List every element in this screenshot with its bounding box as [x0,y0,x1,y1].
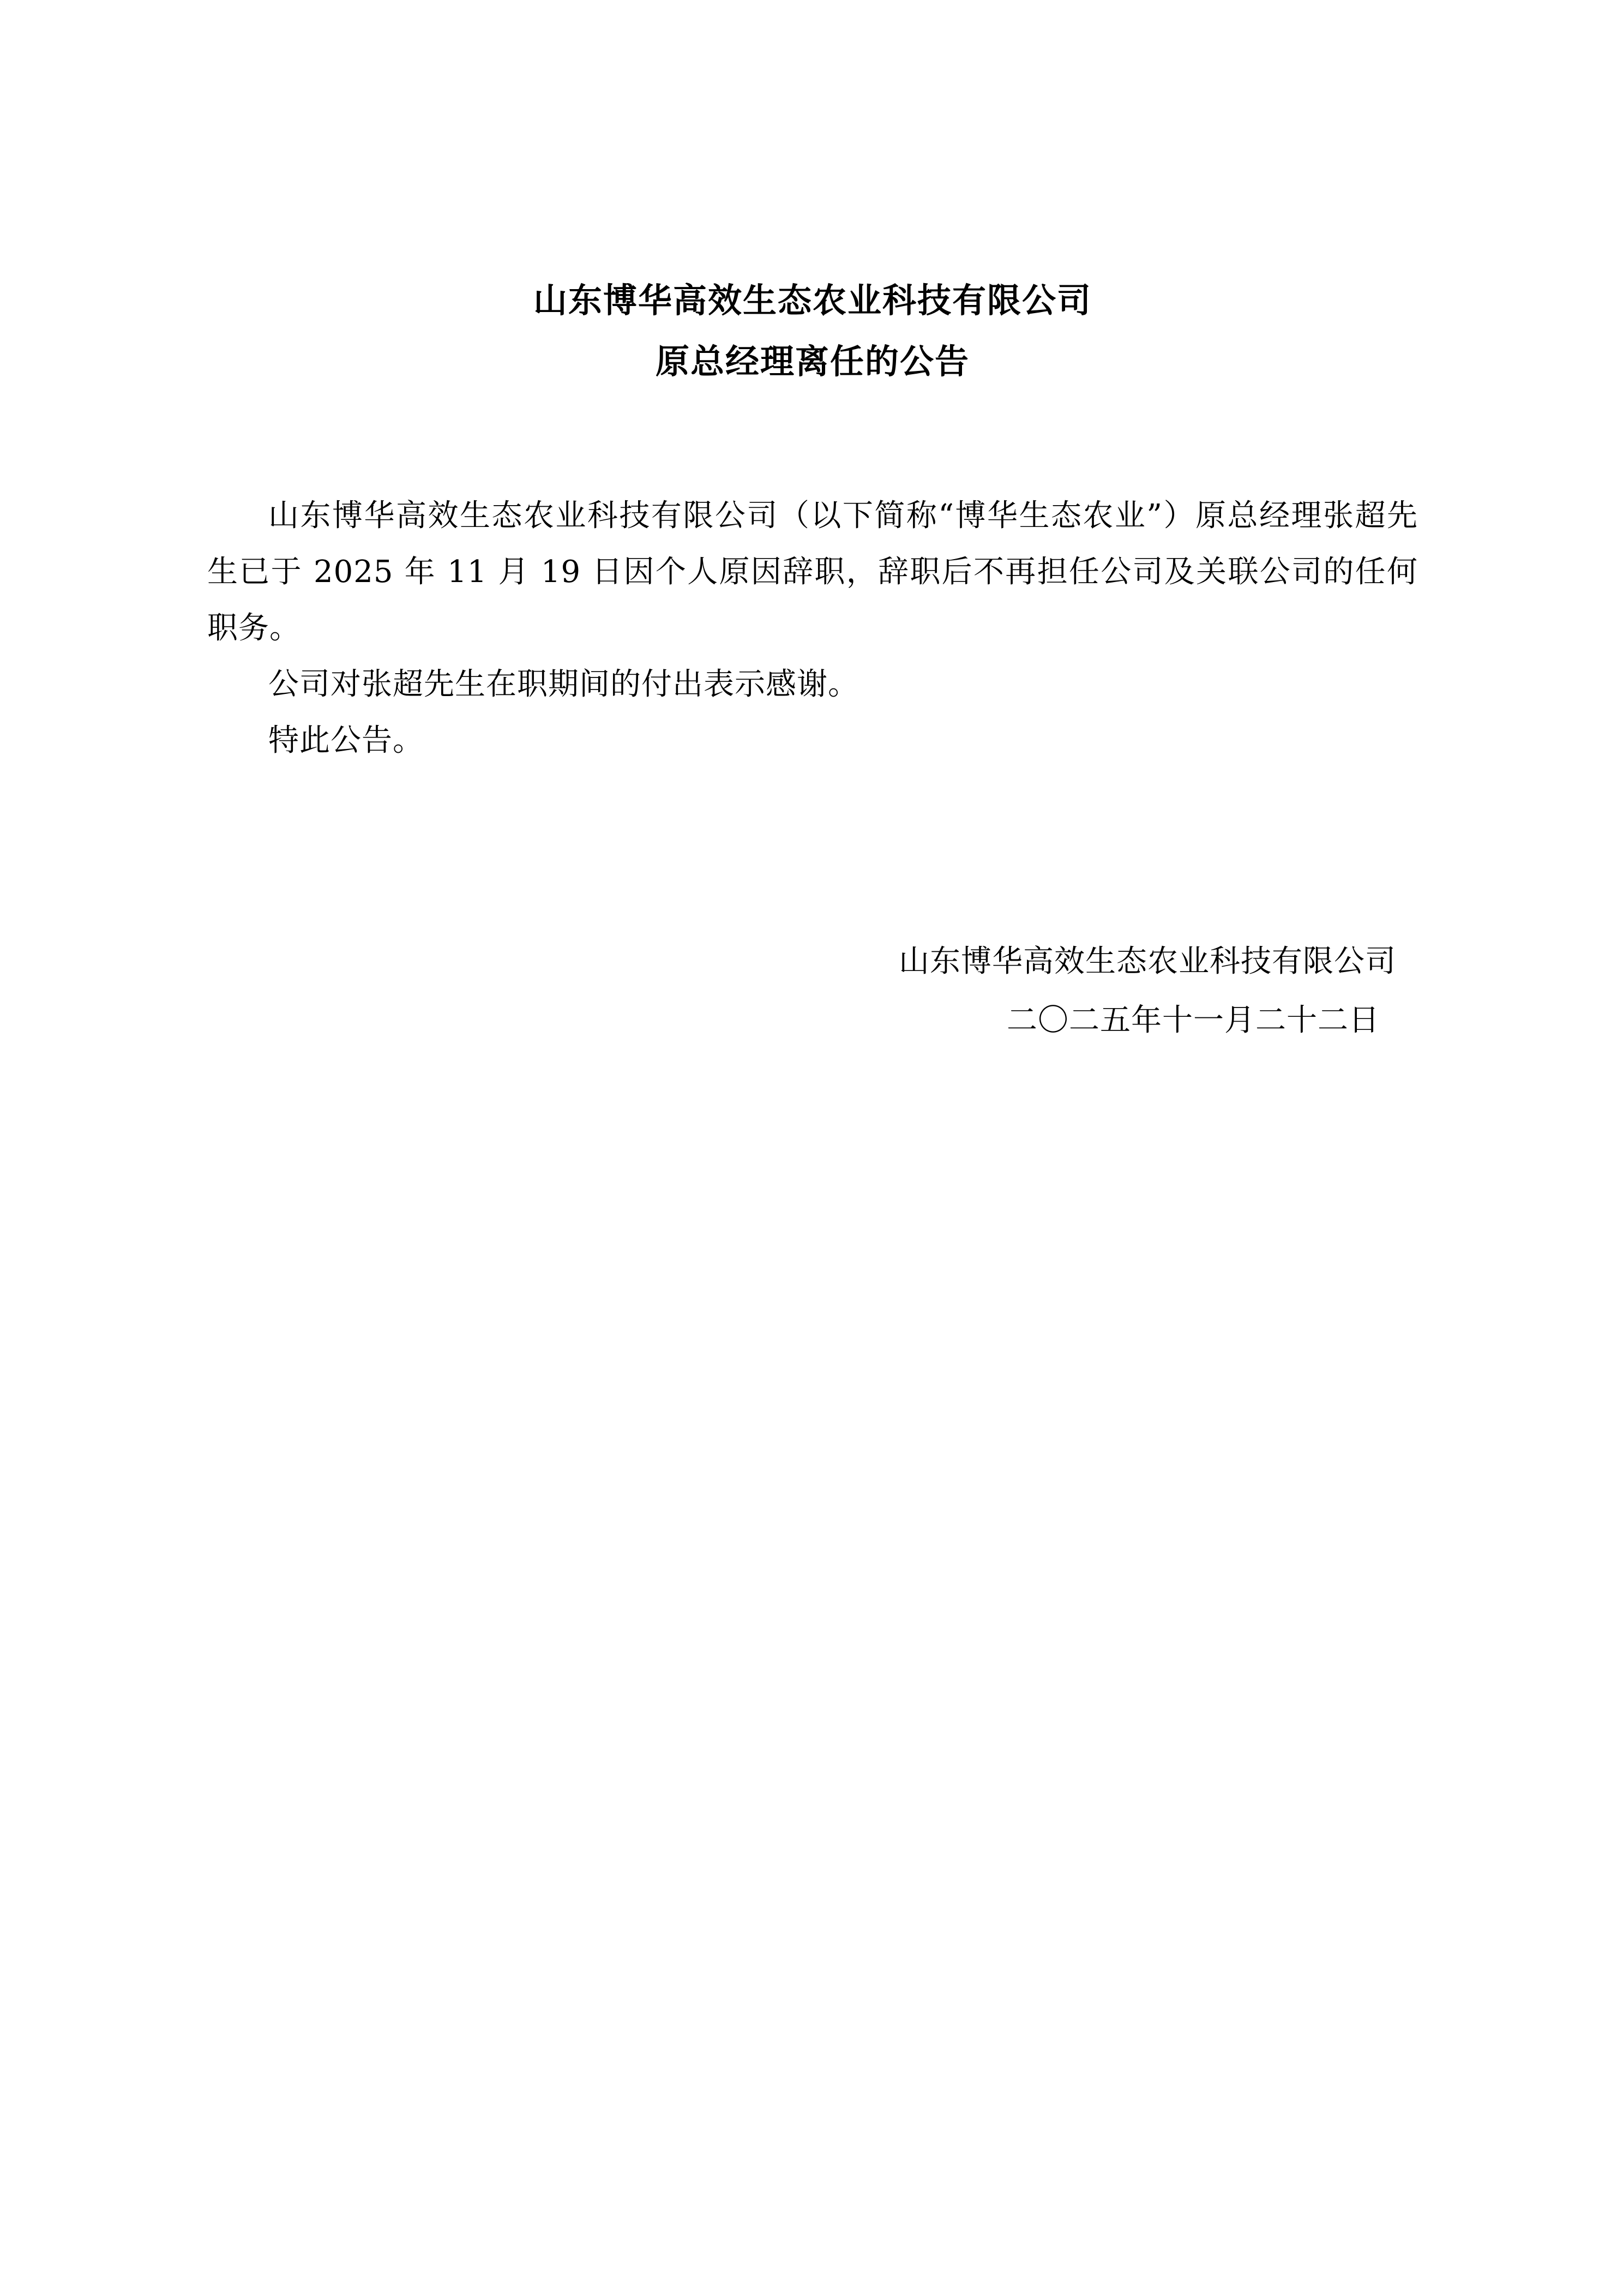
body-paragraph: 特此公告。 [268,723,424,758]
signature-company: 山东博华高效生态农业科技有限公司 [899,944,1396,979]
page-title [207,280,1418,381]
document-body [207,488,1418,769]
document-content [207,280,1418,1050]
title-line-1: 山东博华高效生态农业科技有限公司 [533,280,1092,320]
signature-block [207,932,1418,1050]
body-paragraph: 公司对张超先生在职期间的付出表示感谢。 [268,667,859,702]
signature-date: 二〇二五年十一月二十二日 [1007,1003,1380,1038]
body-paragraph: 山东博华高效生态农业科技有限公司（以下简称“博华生态农业”）原总经理张超先生已于 2025 年 11 月 19 日因个人原因辞职，辞职后不再担任公司及关联公司的任何职务。 [207,498,1418,646]
title-line-2: 原总经理离任的公告 [655,341,970,381]
